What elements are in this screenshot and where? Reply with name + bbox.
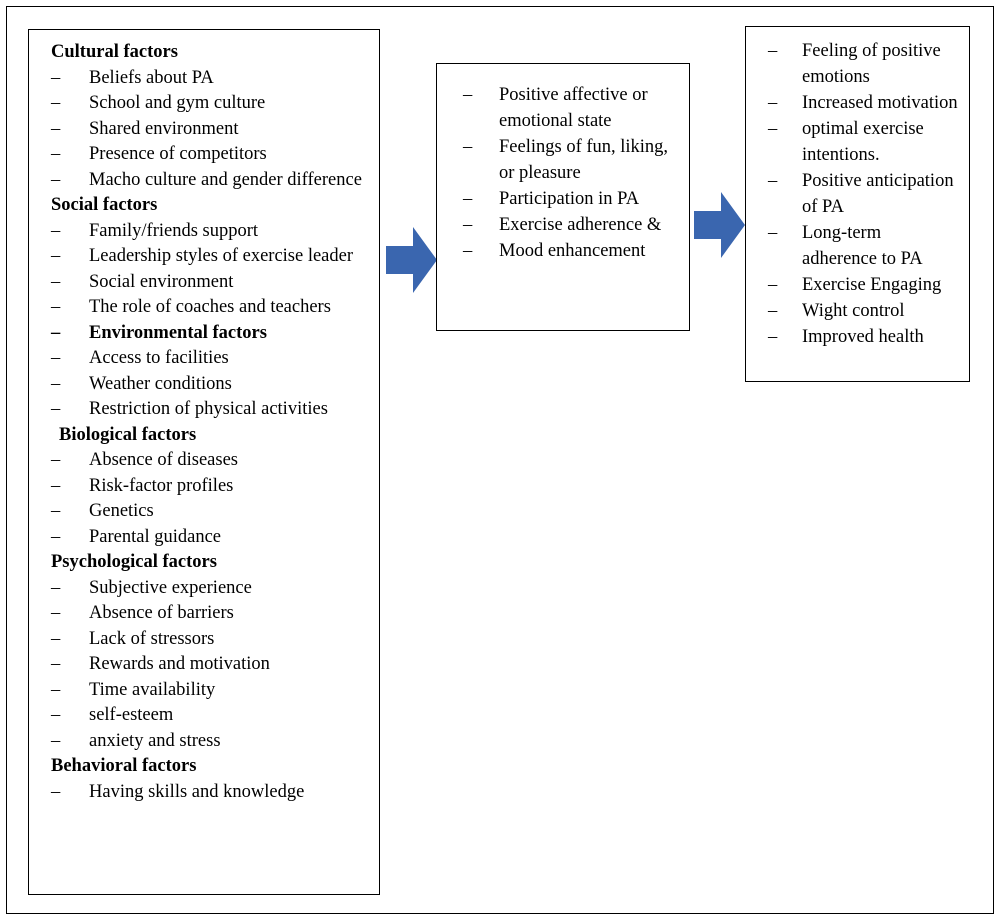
group-heading-cultural: Cultural factors [51,42,178,62]
list-item: – Positive affective or emotional state [447,82,679,134]
arrow-antecedents-to-affect [386,225,438,295]
list-item: – Lack of stressors [37,627,371,653]
list-item: – self-esteem [37,703,371,729]
antecedent-factors-list [37,40,371,805]
list-item: – Time availability [37,678,371,704]
group-heading-social: Social factors [51,195,158,215]
list-item: – Exercise adherence & [447,212,679,238]
list-item: – Access to facilities [37,346,371,372]
list-item: – Family/friends support [37,219,371,245]
list-item: – optimal exercise intentions. [754,116,959,168]
list-item: – Shared environment [37,117,371,143]
list-item: – Macho culture and gender difference [37,168,371,194]
list-item: – Parental guidance [37,525,371,551]
list-item: – Restriction of physical activities [37,397,371,423]
list-item: – School and gym culture [37,91,371,117]
list-item: – Rewards and motivation [37,652,371,678]
list-item: – Positive anticipation of PA [754,168,959,220]
group-heading-psychological: Psychological factors [51,552,217,572]
list-item: – Feeling of positive emotions [754,38,959,90]
list-item: – The role of coaches and teachers [37,295,371,321]
list-item: – Increased motivation [754,90,959,116]
arrow-affect-to-outcomes [694,190,746,260]
list-item: – Presence of competitors [37,142,371,168]
affective-response-box [436,63,690,331]
list-item: – Feelings of fun, liking, or pleasure [447,134,679,186]
antecedent-factors-box [28,29,380,895]
list-item: – anxiety and stress [37,729,371,755]
outcomes-list [754,38,959,350]
list-item: – Long-term adherence to PA [754,220,959,272]
list-item: – Wight control [754,298,959,324]
list-item: – Genetics [37,499,371,525]
group-heading-biological: Biological factors [59,424,197,445]
list-item: – Beliefs about PA [37,66,371,92]
list-item: – Risk-factor profiles [37,474,371,500]
list-item: – Exercise Engaging [754,272,959,298]
group-heading-environmental: – Environmental factors [37,321,371,347]
list-item: – Having skills and knowledge [37,780,371,806]
list-item: – Absence of barriers [37,601,371,627]
list-item: – Absence of diseases [37,448,371,474]
affective-response-list [447,82,679,264]
list-item: – Leadership styles of exercise leader [37,244,371,270]
list-item: – Participation in PA [447,186,679,212]
list-item: – Mood enhancement [447,238,679,264]
list-item: – Weather conditions [37,372,371,398]
list-item: – Improved health [754,324,959,350]
list-item: – Subjective experience [37,576,371,602]
group-heading-behavioral: Behavioral factors [51,756,197,776]
list-item: – Social environment [37,270,371,296]
outcomes-box [745,26,970,382]
